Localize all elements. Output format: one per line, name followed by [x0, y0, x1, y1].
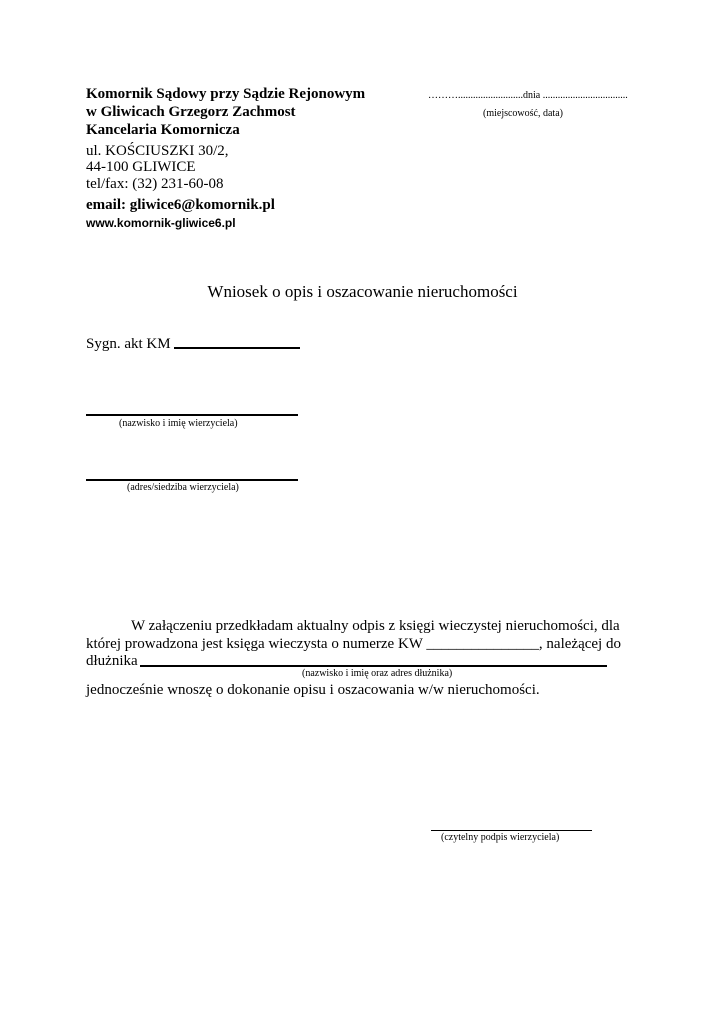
office-website: www.komornik-gliwice6.pl — [86, 216, 236, 230]
creditor-name-caption: (nazwisko i imię wierzyciela) — [119, 418, 238, 429]
body-line-3-label: dłużnika — [86, 653, 138, 669]
bailiff-name-line2: w Gliwicach Grzegorz Zachmost — [86, 104, 296, 120]
office-name: Kancelaria Komornicza — [86, 122, 240, 138]
signature-line[interactable] — [431, 830, 592, 831]
office-city: 44-100 GLIWICE — [86, 159, 196, 175]
office-street: ul. KOŚCIUSZKI 30/2, — [86, 143, 229, 159]
debtor-caption: (nazwisko i imię oraz adres dłużnika) — [302, 668, 453, 679]
creditor-address-caption: (adres/siedziba wierzyciela) — [127, 482, 239, 493]
signature-caption: (czytelny podpis wierzyciela) — [441, 832, 560, 843]
place-date-line: ………..........................dnia .................................. — [428, 90, 628, 101]
case-ref-label: Sygn. akt KM — [86, 336, 171, 352]
office-email: email: gliwice6@komornik.pl — [86, 197, 275, 213]
body-line-1: W załączeniu przedkładam aktualny odpis z księgi wieczystej nieruchomości, dla — [131, 618, 620, 634]
creditor-address-line[interactable] — [86, 479, 298, 481]
case-ref-line[interactable] — [174, 347, 300, 349]
bailiff-name-line1: Komornik Sądowy przy Sądzie Rejonowym — [86, 86, 366, 102]
document-title: Wniosek o opis i oszacowanie nieruchomości — [207, 282, 518, 301]
place-date-caption: (miejscowość, data) — [483, 108, 563, 119]
body-line-2: której prowadzona jest księga wieczysta o numerze KW _______________, należącej do — [86, 636, 621, 652]
debtor-line[interactable] — [140, 665, 607, 667]
office-phone: tel/fax: (32) 231-60-08 — [86, 176, 224, 192]
creditor-name-line[interactable] — [86, 414, 298, 416]
body-line-4: jednocześnie wnoszę o dokonanie opisu i oszacowania w/w nieruchomości. — [86, 682, 540, 698]
